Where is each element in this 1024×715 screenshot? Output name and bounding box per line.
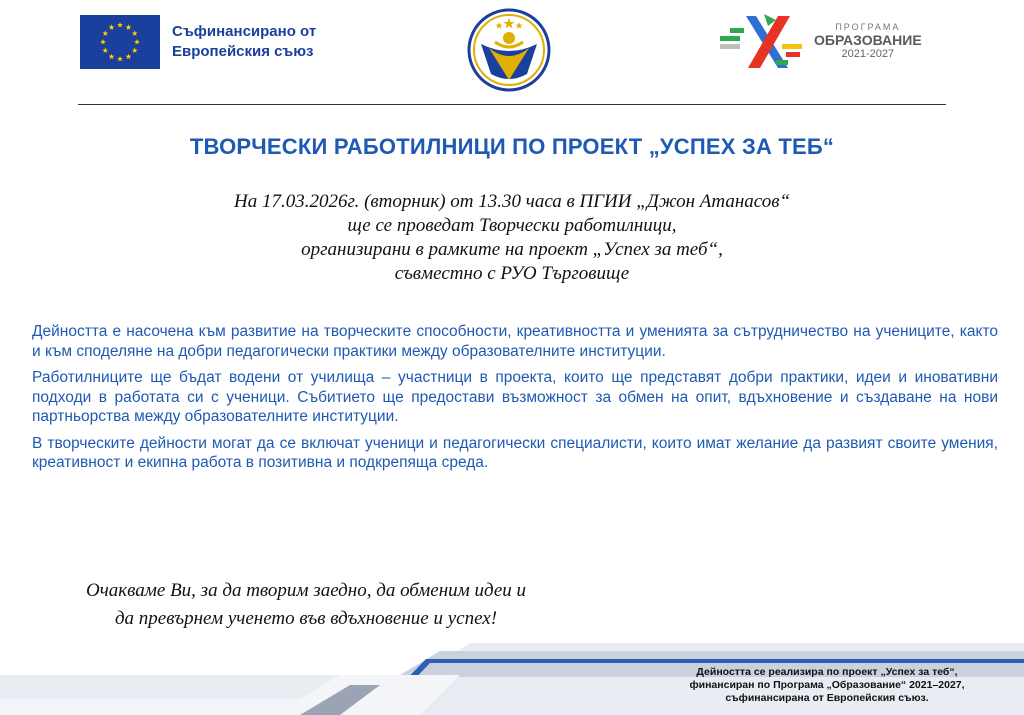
funding-note-line-1: Дейността се реализира по проект „Успех за теб“, (696, 666, 958, 678)
eu-star-icon (126, 24, 132, 29)
eu-flag-icon (80, 15, 160, 69)
intro-line-3: организирани в рамките на проект „Успех за теб“, (301, 239, 723, 260)
description-paragraph-1: Дейността е насочена към развитие на творческите способности, креативността и уменията за сътрудничество на учениците, както и към споделяне на добри педагогически практики между образователните институции. (32, 323, 998, 360)
header (0, 0, 1024, 110)
eu-logo-line2: Европейския съюз (172, 43, 314, 60)
description-paragraph-2: Работилниците ще бъдат водени от училища – участници в проекта, които ще представят добри практики, идеи и иновативни подходи в работата си с ученици. Събитието ще предостави възможност за обмен на опит, вдъхновение и създаване на нови партньорства между образователните институции. (32, 369, 998, 425)
intro-line-2: ще се проведат Творчески работилници, (347, 215, 677, 236)
eu-star-icon (132, 31, 138, 36)
eu-star-icon (102, 48, 108, 53)
eu-stars-icon (80, 15, 160, 69)
program-years: 2021-2027 (841, 48, 895, 60)
event-description (32, 322, 998, 480)
eu-star-icon (100, 39, 106, 44)
eu-logo-text (172, 22, 316, 62)
eu-star-icon (134, 39, 140, 44)
page-title: ТВОРЧЕСКИ РАБОТИЛНИЦИ ПО ПРОЕКТ „УСПЕХ ЗА ТЕБ“ (189, 134, 835, 159)
eu-cofunded-logo (80, 15, 316, 69)
eu-star-icon (126, 54, 132, 59)
description-paragraph-3: В творческите дейности могат да се включат ученици и педагогически специалисти, които имат желание да развият своите умения, креативност и екипна работа в позитивна и подкрепяща среда. (32, 434, 998, 471)
funding-note-line-3: съфинансирана от Европейския съюз. (725, 692, 929, 704)
eu-logo-line1: Съфинансирано от (172, 23, 317, 40)
eu-star-icon (109, 24, 115, 29)
intro-line-1: На 17.03.2026г. (вторник) от 13.30 часа в ПГИИ „Джон Атанасов“ (233, 191, 791, 212)
program-education-logo (716, 10, 922, 72)
closing-line-2: да превърнем ученето във вдъхновение и успех! (114, 608, 498, 629)
eu-star-icon (117, 22, 123, 27)
eu-star-icon (132, 48, 138, 53)
intro-line-4: съвместно с РУО Търговище (394, 263, 630, 284)
event-announcement (0, 190, 1024, 286)
funding-note (640, 666, 1014, 705)
eu-star-icon (102, 31, 108, 36)
program-x-mark-icon (716, 10, 808, 72)
eu-star-icon (117, 56, 123, 61)
funding-note-line-2: финансиран по Програма „Образование“ 2021–2027, (689, 679, 965, 691)
program-name: ОБРАЗОВАНИЕ (814, 32, 922, 48)
program-label: ПРОГРАМА (835, 22, 901, 32)
eu-star-icon (109, 54, 115, 59)
header-divider (78, 104, 946, 105)
closing-line-1: Очакваме Ви, за да творим заедно, да обменим идеи и (85, 580, 527, 601)
school-emblem-icon (467, 8, 551, 92)
program-text (814, 22, 922, 60)
